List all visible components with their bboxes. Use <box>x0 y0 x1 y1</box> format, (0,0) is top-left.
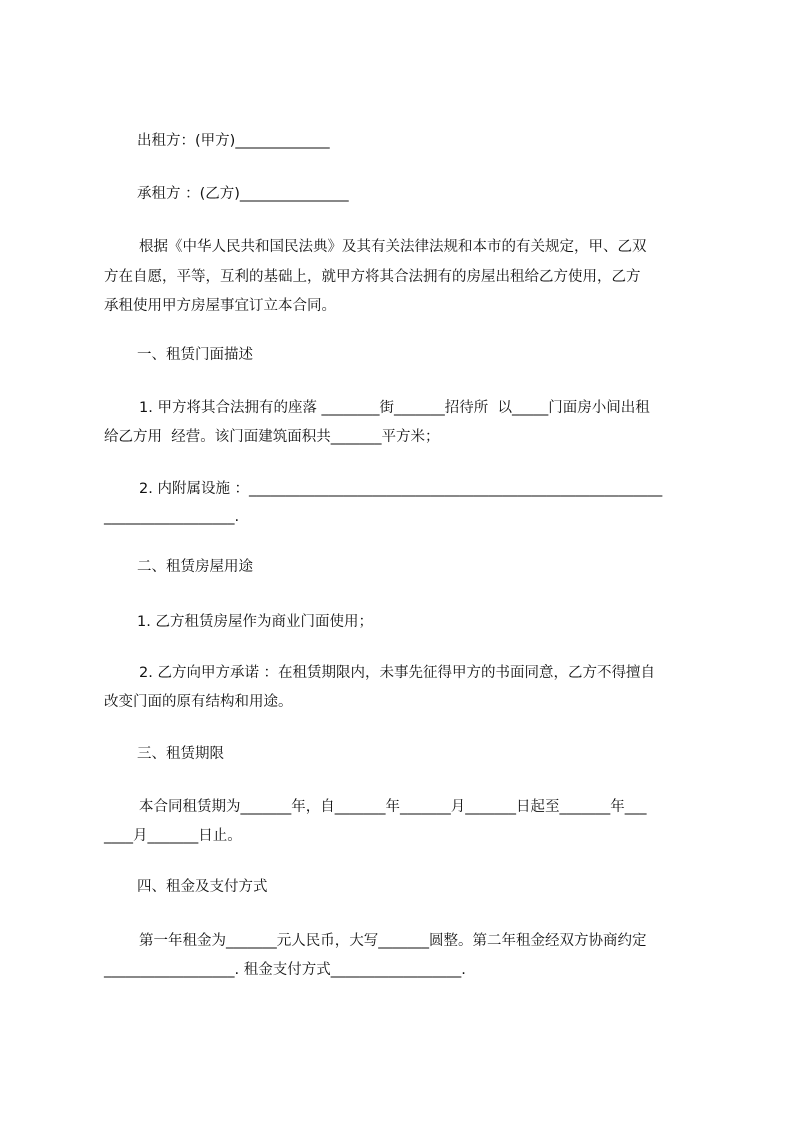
section3-body-line-2: ____月_______日止。 <box>104 828 242 844</box>
section4-heading: 四、租金及支付方式 <box>137 879 268 895</box>
section1-item2-line-2: __________________. <box>104 509 240 525</box>
preamble-line-2: 方在自愿，平等，互利的基础上，就甲方将其合法拥有的房屋出租给乙方使用，乙方 <box>104 269 641 285</box>
section1-item1-line-1: 1. 甲方将其合法拥有的座落 ________街_______招待所 以_____门面房小间出租 <box>139 400 650 416</box>
section2-item1: 1. 乙方租赁房屋作为商业门面使用； <box>137 614 373 630</box>
section1-heading: 一、租赁门面描述 <box>137 347 253 363</box>
section1-item2-line-1: 2. 内附属设施 ：_________________________________________________________ <box>139 481 663 497</box>
preamble-line-3: 承租使用甲方房屋事宜订立本合同。 <box>104 298 336 314</box>
section4-body-line-1: 第一年租金为_______元人民币，大写_______圆整。第二年租金经双方协商约定 <box>139 933 647 949</box>
section2-heading: 二、租赁房屋用途 <box>137 559 253 575</box>
section3-heading: 三、租赁期限 <box>137 746 224 762</box>
section2-item2-line-2: 改变门面的原有结构和用途。 <box>104 694 293 710</box>
preamble-line-1: 根据《中华人民共和国民法典》及其有关法律法规和本市的有关规定，甲、乙双 <box>139 239 647 255</box>
section2-item2-line-1: 2. 乙方向甲方承诺 ：在租赁期限内，未事先征得甲方的书面同意，乙方不得擅自 <box>139 665 656 681</box>
section3-body-line-1: 本合同租赁期为_______年，自_______年_______月_______日起至_______年___ <box>139 799 647 815</box>
lessee-line: 承租方 ：(乙方)_______________ <box>137 186 349 202</box>
lessor-line: 出租方：(甲方)_____________ <box>137 133 330 149</box>
section4-body-line-2: __________________. 租金支付方式__________________. <box>104 962 466 978</box>
section1-item1-line-2: 给乙方用 经营。该门面建筑面积共_______平方米； <box>104 429 440 445</box>
